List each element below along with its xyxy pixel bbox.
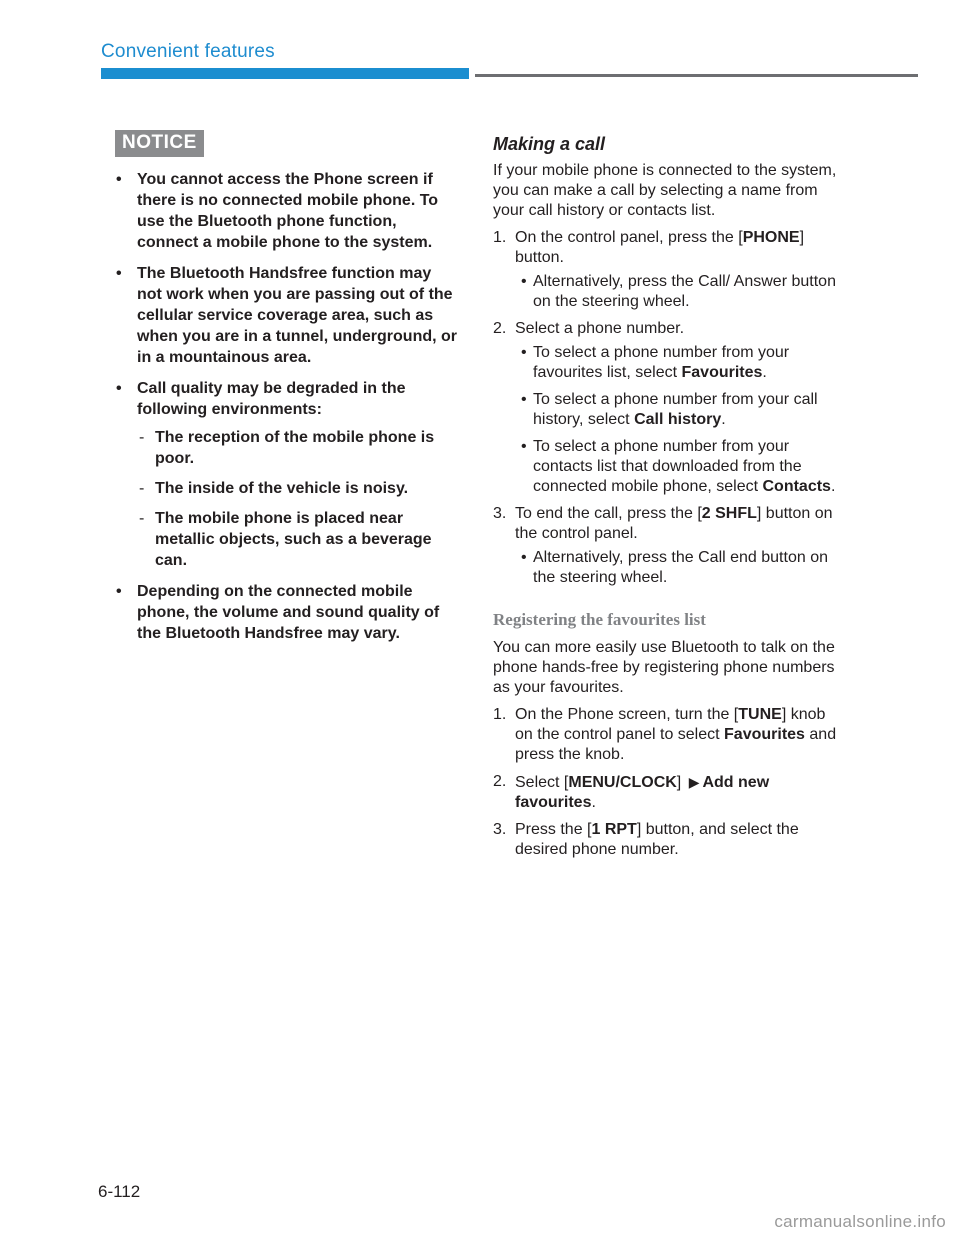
step-text: . [591, 794, 596, 811]
step-text: Select [ [515, 774, 569, 791]
step-number: 3. [493, 505, 507, 522]
favourites-subheading: Registering the favourites list [493, 610, 706, 629]
add-new-favourites-label: Add new favourites [515, 774, 770, 811]
page-number: 6-112 [98, 1182, 141, 1201]
tip-text: To select a phone number from your contacts list that downloaded from the connected mobile phone, select [533, 438, 802, 495]
intro-paragraph: If your mobile phone is connected to the system, you can make a call by selecting a name from your call history or contacts list. [493, 162, 837, 219]
step-number: 2. [493, 773, 507, 790]
tip-text: . [721, 411, 726, 428]
bullet-icon: • [116, 265, 122, 282]
notice-item [112, 263, 460, 368]
header-bar-accent [101, 68, 469, 79]
shfl-key-label: 2 SHFL [701, 505, 757, 522]
tip-item [515, 272, 838, 312]
tip-text: Alternatively, press the Call/ Answer button on the steering wheel. [533, 273, 836, 310]
dash-icon: - [139, 429, 145, 446]
tip-list [515, 548, 838, 588]
notice-badge: NOTICE [115, 130, 204, 157]
tune-key-label: TUNE [738, 706, 782, 723]
menu-clock-key-label: MENU/CLOCK [568, 774, 677, 791]
dash-icon: - [139, 510, 145, 527]
step-text: Select a phone number. [515, 320, 685, 337]
tip-item [515, 390, 838, 430]
tip-text: Alternatively, press the Call end button on the steering wheel. [533, 549, 828, 586]
contacts-label: Contacts [762, 478, 831, 495]
bullet-icon: • [116, 583, 122, 600]
notice-item-text: Call quality may be degraded in the following environments: [137, 380, 406, 418]
step-item [493, 820, 838, 860]
step-text: ] knob on the control panel to select [515, 706, 826, 743]
step-item [493, 228, 838, 312]
step-text: ] button on the control panel. [515, 505, 833, 542]
tip-text: . [762, 364, 767, 381]
bullet-icon: • [116, 380, 122, 397]
play-arrow-icon: ▶ [688, 774, 700, 790]
phone-key-label: PHONE [742, 229, 800, 246]
tip-item [515, 343, 838, 383]
tip-text: To select a phone number from your favourites list, select [533, 344, 790, 381]
step-text: ] [676, 774, 686, 791]
step-text: On the Phone screen, turn the [ [515, 706, 739, 723]
step-text: ] button. [515, 229, 805, 266]
favourites-steps [493, 705, 838, 860]
step-number: 3. [493, 821, 507, 838]
tip-list [515, 343, 838, 497]
notice-sublist [137, 427, 460, 571]
dash-icon: - [139, 480, 145, 497]
notice-subitem [137, 478, 460, 499]
step-text: ] button, and select the desired phone number. [515, 821, 799, 858]
notice-section [112, 130, 460, 654]
favourites-label: Favourites [681, 364, 763, 381]
tip-list [515, 272, 838, 312]
notice-subitem [137, 508, 460, 571]
step-number: 1. [493, 229, 507, 246]
watermark: carmanualsonline.info [774, 1212, 946, 1231]
notice-item-text: The Bluetooth Handsfree function may not work when you are passing out of the cellular service coverage area, such as when you are in a tunnel, underground, or in a mountainous area. [137, 265, 458, 366]
step-number: 2. [493, 320, 507, 337]
notice-item [112, 169, 460, 253]
step-item [493, 504, 838, 588]
favourites-intro: You can more easily use Bluetooth to talk on the phone hands-free by registering phone numbers as your favourites. [493, 639, 835, 696]
notice-subitem-text: The inside of the vehicle is noisy. [155, 480, 409, 497]
tip-item [515, 548, 838, 588]
notice-subitem [137, 427, 460, 469]
header-title: Convenient features [101, 41, 275, 62]
bullet-icon: • [521, 273, 527, 290]
header-bar-rule [475, 74, 918, 77]
rpt-key-label: 1 RPT [591, 821, 637, 838]
bullet-icon: • [521, 391, 527, 408]
step-number: 1. [493, 706, 507, 723]
step-text: Press the [ [515, 821, 592, 838]
bullet-icon: • [521, 438, 527, 455]
notice-subitem-text: The mobile phone is placed near metallic objects, such as a beverage can. [155, 510, 432, 569]
notice-list [112, 169, 460, 644]
step-item [493, 705, 838, 765]
favourites-label: Favourites [724, 726, 805, 743]
step-item [493, 772, 838, 813]
notice-item-text: You cannot access the Phone screen if there is no connected mobile phone. To use the Bluetooth phone function, connect a mobile phone to the system. [137, 171, 439, 251]
call-history-label: Call history [634, 411, 722, 428]
making-call-section [493, 134, 838, 867]
notice-subitem-text: The reception of the mobile phone is poor. [155, 429, 435, 467]
step-text: On the control panel, press the [ [515, 229, 743, 246]
bullet-icon: • [521, 344, 527, 361]
call-steps [493, 228, 838, 588]
step-text: To end the call, press the [ [515, 505, 702, 522]
step-text: and press the knob. [515, 726, 837, 763]
section-title: Making a call [493, 134, 606, 154]
tip-text: . [830, 478, 836, 495]
tip-item [515, 437, 838, 497]
notice-item-text: Depending on the connected mobile phone, the volume and sound quality of the Bluetooth Handsfree may vary. [137, 583, 440, 642]
tip-text: To select a phone number from your call history, select [533, 391, 818, 428]
bullet-icon: • [116, 171, 122, 188]
step-item [493, 319, 838, 497]
bullet-icon: • [521, 549, 527, 566]
notice-item [112, 581, 460, 644]
notice-item [112, 378, 460, 571]
